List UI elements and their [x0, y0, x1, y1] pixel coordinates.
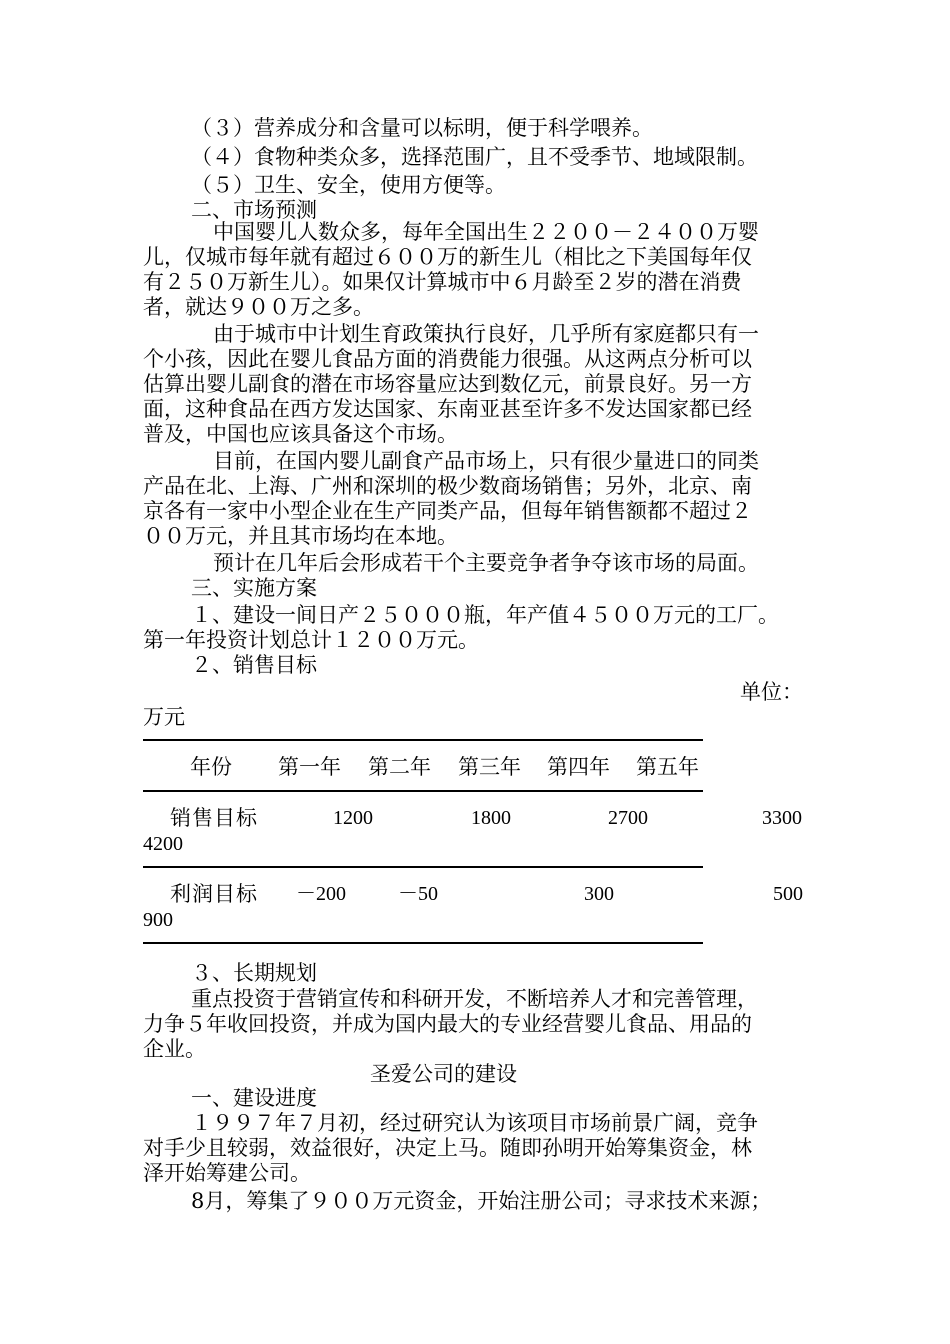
plan-item1-line1: １、建设一间日产２５０００瓶，年产值４５００万元的工厂。	[191, 603, 779, 627]
plan-item3: ３、长期规划	[191, 961, 317, 985]
table-row-profit-y4: 500	[773, 883, 803, 905]
heading-implementation: 三、实施方案	[191, 576, 317, 600]
table-row-profit-label: 利润目标	[170, 882, 258, 906]
table-row-profit-y1: －200	[296, 883, 346, 905]
table-row-profit-y5: 900	[143, 909, 173, 931]
market-para3-line4: ００万元，并且其市场均在本地。	[143, 524, 458, 548]
table-header-year: 年份	[190, 755, 232, 779]
plan-item1-line2: 第一年投资计划总计１２００万元。	[143, 628, 479, 652]
table-row-sales-y1: 1200	[333, 807, 373, 829]
market-para1-line2: 儿，仅城市每年就有超过６００万的新生儿（相比之下美国每年仅	[143, 245, 752, 269]
longterm-line1: 重点投资于营销宣传和科研开发，不断培养人才和完善管理，	[191, 987, 758, 1011]
longterm-line2: 力争５年收回投资，并成为国内最大的专业经营婴儿食品、用品的	[143, 1012, 752, 1036]
list-item-3: （３）营养成分和含量可以标明，便于科学喂养。	[191, 116, 653, 140]
list-item-4: （４）食物种类众多，选择范围广，且不受季节、地域限制。	[191, 145, 758, 169]
table-row-sales-y4: 3300	[762, 807, 802, 829]
table-rule-mid	[143, 866, 703, 868]
longterm-line3: 企业。	[143, 1037, 206, 1061]
heading-market-forecast: 二、市场预测	[191, 198, 317, 222]
market-para2-line4: 面，这种食品在西方发达国家、东南亚甚至许多不发达国家都已经	[143, 397, 752, 421]
table-header-y4: 第四年	[547, 755, 610, 779]
table-row-sales-label: 销售目标	[170, 806, 258, 830]
table-header-y5: 第五年	[636, 755, 699, 779]
heading-progress: 一、建设进度	[191, 1086, 317, 1110]
table-row-profit-y3: 300	[584, 883, 614, 905]
plan-item2: ２、销售目标	[191, 653, 317, 677]
market-para3-line1: 目前，在国内婴儿副食产品市场上，只有很少量进口的同类	[213, 449, 759, 473]
market-para1-line3: 有２５０万新生儿）。如果仅计算城市中６月龄至２岁的潜在消费	[143, 270, 742, 294]
table-header-y3: 第三年	[458, 755, 521, 779]
market-para2-line5: 普及，中国也应该具备这个市场。	[143, 422, 458, 446]
market-para1-line1: 中国婴儿人数众多，每年全国出生２２００－２４００万婴	[213, 220, 759, 244]
market-para2-line2: 个小孩，因此在婴儿食品方面的消费能力很强。从这两点分析可以	[143, 347, 752, 371]
table-row-sales-y2: 1800	[471, 807, 511, 829]
unit-label: 单位：	[740, 680, 803, 704]
table-header-y1: 第一年	[278, 755, 341, 779]
market-para2-line1: 由于城市中计划生育政策执行良好，几乎所有家庭都只有一	[213, 322, 759, 346]
progress-para1-line2: 对手少且较弱，效益很好，决定上马。随即孙明开始筹集资金，林	[143, 1136, 752, 1160]
table-row-profit-y2: －50	[398, 883, 438, 905]
table-rule-header	[143, 790, 703, 792]
market-para4: 预计在几年后会形成若干个主要竞争者争夺该市场的局面。	[213, 551, 759, 575]
market-para3-line3: 京各有一家中小型企业在生产同类产品，但每年销售额都不超过２	[143, 499, 752, 523]
table-rule-bottom	[143, 942, 703, 944]
table-rule-top	[143, 739, 703, 741]
progress-para2: 8月，筹集了９００万元资金，开始注册公司；寻求技术来源；	[191, 1189, 772, 1213]
list-item-5: （５）卫生、安全，使用方便等。	[191, 173, 506, 197]
progress-para1-line1: １９９７年７月初，经过研究认为该项目市场前景广阔，竞争	[191, 1111, 758, 1135]
table-row-sales-y3: 2700	[608, 807, 648, 829]
unit-value: 万元	[143, 705, 185, 729]
table-header-y2: 第二年	[368, 755, 431, 779]
market-para1-line4: 者，就达９００万之多。	[143, 295, 374, 319]
section-title: 圣爱公司的建设	[370, 1062, 517, 1086]
market-para3-line2: 产品在北、上海、广州和深圳的极少数商场销售；另外，北京、南	[143, 474, 752, 498]
market-para2-line3: 估算出婴儿副食的潜在市场容量应达到数亿元，前景良好。另一方	[143, 372, 752, 396]
progress-para1-line3: 泽开始筹建公司。	[143, 1161, 311, 1185]
table-row-sales-y5: 4200	[143, 833, 183, 855]
